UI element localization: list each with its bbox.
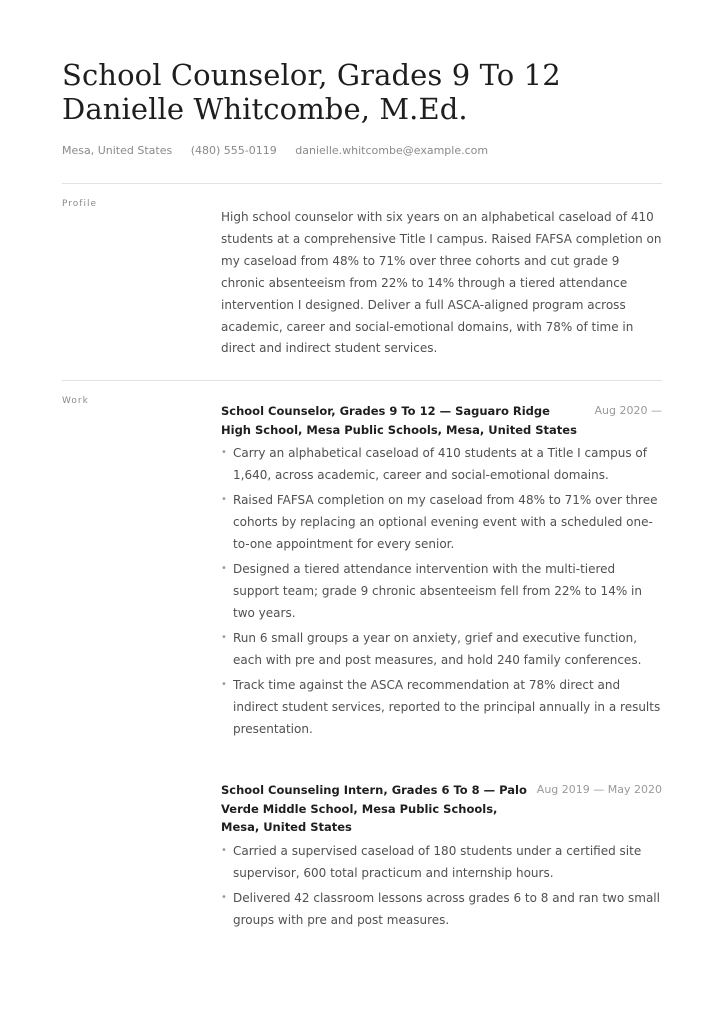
job-bullet: • Track time against the ASCA recommendation at 78% direct and indirect student services, reported to the principal annually in a results presentation. <box>221 674 662 740</box>
job-header <box>221 781 662 837</box>
title-line-2: Danielle Whitcombe, M.Ed. <box>62 92 468 126</box>
job-dates: Aug 2020 — <box>594 404 662 417</box>
job-bullets <box>221 442 662 740</box>
divider <box>62 183 662 184</box>
job-bullet: • Raised FAFSA completion on my caseload from 48% to 71% over three cohorts by replacing an optional evening event with a scheduled one-to-one appointment for every senior. <box>221 489 662 555</box>
job-bullet: • Run 6 small groups a year on anxiety, grief and executive function, each with pre and post measures, and hold 240 family conferences. <box>221 627 662 671</box>
contact-location: Mesa, United States <box>62 144 173 157</box>
job-title: School Counseling Intern, Grades 6 To 8 — Palo Verde Middle School, Mesa Public Schools, Mesa, United States <box>221 783 527 834</box>
job-bullet: • Carried a supervised caseload of 180 students under a certified site supervisor, 600 total practicum and internship hours. <box>221 840 662 884</box>
divider <box>62 380 662 381</box>
job-bullets <box>221 840 662 931</box>
job-entry <box>221 402 662 743</box>
section-label-work: Work <box>62 396 89 406</box>
section-label-profile: Profile <box>62 199 97 209</box>
resume-title <box>62 58 682 126</box>
job-bullet: • Designed a tiered attendance intervention with the multi-tiered support team; grade 9 chronic absenteeism fell from 22% to 14% in two years. <box>221 558 662 624</box>
contact-info <box>62 144 503 158</box>
title-line-1: School Counselor, Grades 9 To 12 <box>62 58 561 92</box>
job-header <box>221 402 662 439</box>
job-bullet: • Carry an alphabetical caseload of 410 students at a Title I campus of 1,640, across academic, career and social-emotional domains. <box>221 442 662 486</box>
job-title: School Counselor, Grades 9 To 12 — Saguaro Ridge High School, Mesa Public Schools, Mesa, United States <box>221 404 577 437</box>
job-bullet: • Delivered 42 classroom lessons across grades 6 to 8 and ran two small groups with pre and post measures. <box>221 887 662 931</box>
job-dates: Aug 2019 — May 2020 <box>536 783 662 796</box>
contact-phone: (480) 555-0119 <box>190 144 277 157</box>
job-entry <box>221 781 662 934</box>
contact-email: danielle.whitcombe@example.com <box>295 144 489 157</box>
profile-summary: High school counselor with six years on an alphabetical caseload of 410 students at a comprehensive Title I campus. Raised FAFSA completion on my caseload from 48% to 71% over three cohorts and cut grade 9 chronic absenteeism from 22% to 14% through a tiered attendance intervention I designed. Deliver a full ASCA-aligned program across academic, career and social-emotional domains, with 78% of time in direct and indirect student services. <box>221 210 662 356</box>
